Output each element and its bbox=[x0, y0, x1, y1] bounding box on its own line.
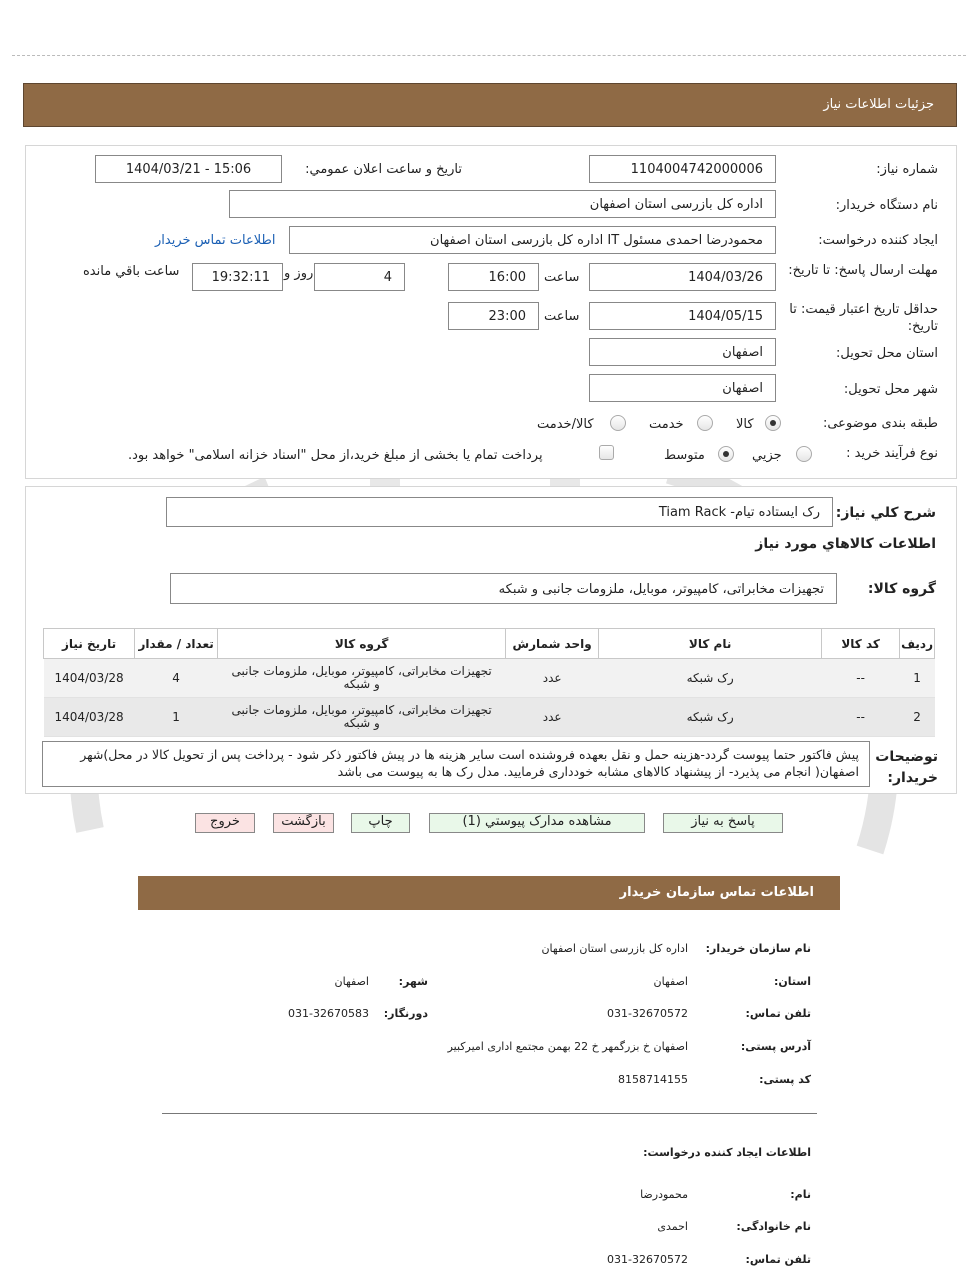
process-medium-radio[interactable] bbox=[718, 446, 734, 462]
col-date: تاريخ نياز bbox=[44, 629, 135, 659]
items-table bbox=[43, 628, 935, 737]
reply-time-label: ساعت bbox=[544, 270, 580, 285]
buyer-notes-label: توضيحات خريدار: bbox=[875, 749, 938, 786]
creator-first-label: نام: bbox=[790, 1188, 811, 1201]
buyer-contact-link[interactable]: اطلاعات تماس خريدار bbox=[155, 233, 276, 248]
contact-fax-value: 031-32670583 bbox=[288, 1007, 369, 1020]
process-minor-label: جزيي bbox=[752, 448, 782, 463]
validity-time-field: 23:00 bbox=[448, 302, 539, 330]
cell-unit: عدد bbox=[506, 698, 599, 737]
cell-qty: 4 bbox=[135, 659, 218, 698]
cell-date: 1404/03/28 bbox=[44, 698, 135, 737]
treasury-checkbox[interactable] bbox=[599, 445, 614, 460]
category-both-label: کالا/خدمت bbox=[537, 417, 594, 432]
buyer-org-label: نام دستگاه خريدار: bbox=[835, 198, 938, 213]
table-row bbox=[44, 659, 935, 698]
validity-label: حداقل تاريخ اعتبار قيمت: تا تاريخ: bbox=[789, 302, 938, 334]
days-field: 4 bbox=[314, 263, 405, 291]
contact-postal-label: کد پستی: bbox=[759, 1073, 811, 1086]
page-header bbox=[23, 83, 957, 127]
city-field: اصفهان bbox=[589, 374, 776, 402]
cell-code: -- bbox=[822, 698, 900, 737]
process-medium-label: متوسط bbox=[664, 448, 705, 463]
reply-deadline-label: مهلت ارسال پاسخ: تا تاريخ: bbox=[788, 263, 938, 278]
creator-field: محمودرضا احمدی مسئول IT اداره کل بازرسی استان اصفهان bbox=[289, 226, 776, 254]
goods-group-field: تجهيزات مخابراتی، کامپيوتر، موبايل، ملزومات جانبی و شبکه bbox=[170, 573, 837, 604]
col-qty: تعداد / مقدار bbox=[135, 629, 218, 659]
creator-phone-value: 031-32670572 bbox=[607, 1253, 688, 1266]
contact-section-header bbox=[138, 876, 840, 910]
cell-name: رک شبکه bbox=[599, 659, 822, 698]
process-label: نوع فرآيند خريد : bbox=[846, 446, 938, 461]
reply-date-field: 1404/03/26 bbox=[589, 263, 776, 291]
contact-province-value: اصفهان bbox=[653, 975, 688, 988]
cell-unit: عدد bbox=[506, 659, 599, 698]
contact-org-value: اداره کل بازرسی استان اصفهان bbox=[541, 942, 688, 955]
process-minor-radio[interactable] bbox=[796, 446, 812, 462]
goods-group-label: گروه کالا: bbox=[867, 581, 936, 597]
category-service-radio[interactable] bbox=[697, 415, 713, 431]
description-label: شرح کلي نياز: bbox=[835, 505, 936, 521]
cell-qty: 1 bbox=[135, 698, 218, 737]
announce-label: تاريخ و ساعت اعلان عمومي: bbox=[305, 162, 462, 177]
table-row bbox=[44, 698, 935, 737]
back-button[interactable]: بازگشت bbox=[273, 813, 334, 833]
contact-province-label: استان: bbox=[774, 975, 811, 988]
contact-fax-label: دورنگار: bbox=[383, 1007, 428, 1020]
cell-row: 2 bbox=[900, 698, 935, 737]
cell-row: 1 bbox=[900, 659, 935, 698]
city-label: شهر محل تحويل: bbox=[843, 382, 938, 397]
col-code: کد کالا bbox=[822, 629, 900, 659]
description-field: رک ایستاده تیام- Tiam Rack bbox=[166, 497, 833, 527]
contact-phone-label: تلفن تماس: bbox=[745, 1007, 811, 1020]
contact-postal-value: 8158714155 bbox=[618, 1073, 688, 1086]
treasury-label: پرداخت تمام يا بخشی از مبلغ خريد،از محل "اسناد خزانه اسلامی" خواهد بود. bbox=[128, 448, 543, 463]
contact-phone-value: 031-32670572 bbox=[607, 1007, 688, 1020]
top-divider bbox=[12, 55, 966, 56]
creator-first-value: محمودرضا bbox=[640, 1188, 688, 1201]
col-row: رديف bbox=[900, 629, 935, 659]
col-unit: واحد شمارش bbox=[506, 629, 599, 659]
reply-time-field: 16:00 bbox=[448, 263, 539, 291]
creator-last-label: نام خانوادگی: bbox=[736, 1220, 811, 1233]
contact-city-label: شهر: bbox=[398, 975, 428, 988]
contact-city-value: اصفهان bbox=[334, 975, 369, 988]
view-documents-button[interactable]: مشاهده مدارک پيوستي (1) bbox=[429, 813, 645, 833]
contact-section-title: اطلاعات تماس سازمان خريدار bbox=[619, 885, 814, 900]
province-label: استان محل تحويل: bbox=[836, 346, 938, 361]
category-both-radio[interactable] bbox=[610, 415, 626, 431]
contact-address-label: آدرس پستی: bbox=[740, 1040, 811, 1053]
cell-group: تجهيزات مخابراتی، کامپيوتر، موبايل، ملزومات جانبی و شبکه bbox=[218, 659, 506, 698]
province-field: اصفهان bbox=[589, 338, 776, 366]
need-number-label: شماره نياز: bbox=[876, 162, 938, 177]
days-suffix: روز و bbox=[284, 266, 314, 281]
validity-date-field: 1404/05/15 bbox=[589, 302, 776, 330]
cell-name: رک شبکه bbox=[599, 698, 822, 737]
reply-button[interactable]: پاسخ به نياز bbox=[663, 813, 783, 833]
exit-button[interactable]: خروج bbox=[195, 813, 255, 833]
category-goods-radio[interactable] bbox=[765, 415, 781, 431]
remaining-time-field: 19:32:11 bbox=[192, 263, 283, 291]
category-label: طبقه بندی موضوعی: bbox=[822, 416, 938, 431]
remaining-label: ساعت باقي مانده bbox=[83, 264, 180, 279]
col-name: نام کالا bbox=[599, 629, 822, 659]
buyer-notes-field: پیش فاکتور حتما پیوست گردد-هزینه حمل و نقل بعهده فروشنده است سایر هزینه ها در پیش فاکتور ذکر شود - پرداخت پس از تحویل کالا در محل)شهر اصفهان( انجام می پذیرد- از پیشنهاد کالاهای مشابه خودداری فرمایید. مدل رک ها به پیوست می باشد bbox=[42, 741, 870, 787]
category-service-label: خدمت bbox=[649, 417, 684, 432]
announce-field: 1404/03/21 - 15:06 bbox=[95, 155, 282, 183]
creator-last-value: احمدی bbox=[657, 1220, 688, 1233]
cell-code: -- bbox=[822, 659, 900, 698]
creator-info-title: اطلاعات ایجاد کننده درخواست: bbox=[643, 1146, 811, 1159]
contact-org-label: نام سازمان خريدار: bbox=[705, 942, 811, 955]
buyer-org-field: اداره کل بازرسی استان اصفهان bbox=[229, 190, 776, 218]
validity-time-label: ساعت bbox=[544, 309, 580, 324]
cell-group: تجهيزات مخابراتی، کامپيوتر، موبايل، ملزومات جانبی و شبکه bbox=[218, 698, 506, 737]
cell-date: 1404/03/28 bbox=[44, 659, 135, 698]
col-group: گروه کالا bbox=[218, 629, 506, 659]
contact-address-value: اصفهان خ بزرگمهر خ 22 بهمن مجتمع اداری امیرکبیر bbox=[447, 1040, 688, 1053]
page-title: جزئيات اطلاعات نياز bbox=[823, 97, 934, 112]
creator-phone-label: تلفن تماس: bbox=[745, 1253, 811, 1266]
category-goods-label: کالا bbox=[736, 417, 754, 432]
contact-divider bbox=[162, 1113, 817, 1114]
print-button[interactable]: چاپ bbox=[351, 813, 410, 833]
items-title: اطلاعات کالاهاي مورد نياز bbox=[755, 536, 936, 552]
need-number-field: 1104004742000006 bbox=[589, 155, 776, 183]
creator-label: ايجاد کننده درخواست: bbox=[818, 233, 938, 248]
